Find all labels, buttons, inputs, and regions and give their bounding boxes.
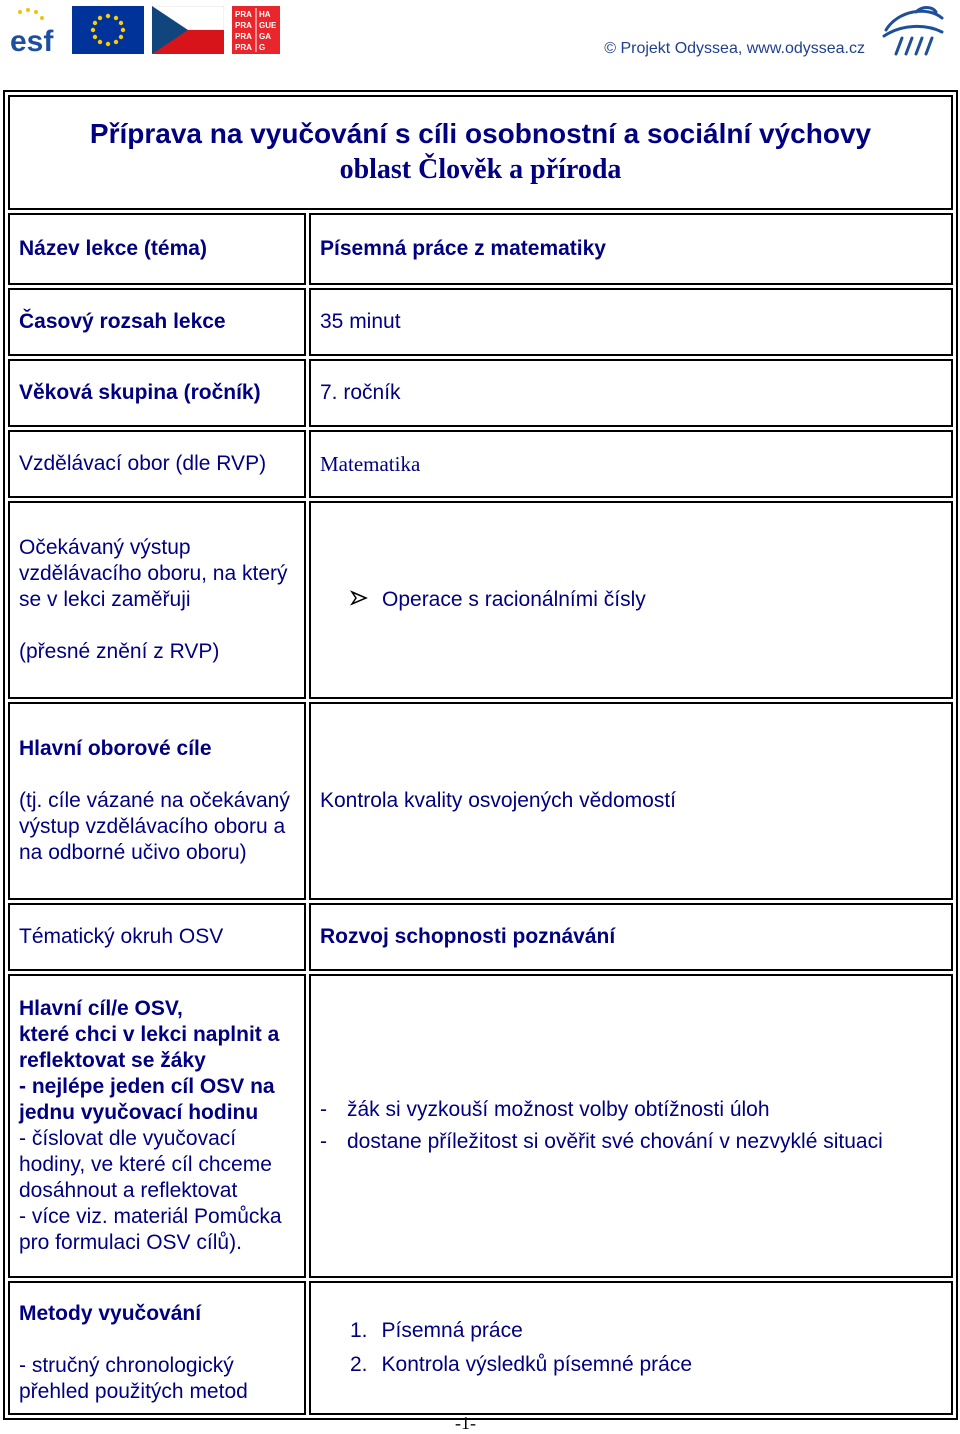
- svg-text:PRA: PRA: [235, 43, 252, 52]
- osv-label-c: - nejlépe jeden cíl OSV na jednu vyučovací hodinu: [19, 1075, 275, 1124]
- svg-text:GUE: GUE: [259, 21, 277, 30]
- vystup-value-cell: [309, 501, 953, 699]
- svg-text:PRA: PRA: [235, 32, 252, 41]
- metody-label-sub: - stručný chronologický přehled použitých metod: [19, 1354, 248, 1403]
- page-number: -1-: [455, 1413, 476, 1433]
- obor-label: Vzdělávací obor (dle RVP): [8, 430, 306, 498]
- vystup-label-sub: (přesné znění z RVP): [19, 640, 220, 663]
- title-cell: [8, 95, 953, 210]
- metody-label-cell: [8, 1281, 306, 1415]
- page-header: [0, 0, 960, 60]
- praha-logo: [232, 6, 280, 54]
- odyssea-logo: [876, 2, 950, 58]
- metody-item: 2. Kontrola výsledků písemné práce: [350, 1353, 693, 1376]
- vek-value: 7. ročník: [309, 359, 953, 427]
- vystup-label-cell: [8, 501, 306, 699]
- osv-label-cell: [8, 974, 306, 1278]
- metody-item-text: Kontrola výsledků písemné práce: [381, 1353, 693, 1376]
- osv-value-cell: [309, 974, 953, 1278]
- osv-label-d: - číslovat dle vyučovací hodiny, ve které cíl chceme dosáhnout a reflektovat: [19, 1127, 272, 1202]
- metody-item-text: Písemná práce: [381, 1319, 523, 1342]
- eu-flag-logo: [72, 6, 144, 54]
- document-title: Příprava na vyučování s cíli osobnostní a sociální výchovy: [89, 117, 872, 149]
- okruh-label: Tématický okruh OSV: [8, 903, 306, 971]
- cile-label-sub: (tj. cíle vázané na očekávaný výstup vzdělávacího oboru a na odborné učivo oboru): [19, 789, 290, 864]
- osv-label-b: které chci v lekci naplnit a reflektovat se žáky: [19, 1023, 280, 1072]
- osv-item: - dostane příležitost si ověřit své chování v nezvyklé situaci: [320, 1130, 883, 1153]
- osv-item: - žák si vyzkouší možnost volby obtížnosti úloh: [320, 1098, 770, 1121]
- copyright-text: © Projekt Odyssea, www.odyssea.cz: [604, 40, 865, 57]
- metody-value-cell: [309, 1281, 953, 1415]
- esf-logo-text: esf: [10, 25, 54, 54]
- metody-item: 1. Písemná práce: [350, 1319, 523, 1342]
- osv-label-e: - více viz. materiál Pomůcka pro formulaci OSV cílů).: [19, 1205, 282, 1254]
- vystup-bullet: [350, 587, 942, 613]
- lesson-plan-table: [3, 90, 958, 1420]
- document-subtitle: oblast Člověk a příroda: [339, 153, 622, 185]
- obor-value: [309, 430, 953, 498]
- cile-label: Hlavní oborové cíle: [19, 737, 212, 760]
- svg-text:PRA: PRA: [235, 10, 252, 19]
- svg-text:PRA: PRA: [235, 21, 252, 30]
- svg-text:GA: GA: [259, 32, 271, 41]
- osv-label-a: Hlavní cíl/e OSV,: [19, 997, 183, 1020]
- rozsah-value: 35 minut: [309, 288, 953, 356]
- lekce-label: Název lekce (téma): [8, 213, 306, 285]
- okruh-value: Rozvoj schopnosti poznávání: [309, 903, 953, 971]
- vek-label: Věková skupina (ročník): [8, 359, 306, 427]
- metody-label: Metody vyučování: [19, 1302, 202, 1325]
- svg-text:HA: HA: [259, 10, 271, 19]
- cile-label-cell: [8, 702, 306, 900]
- osv-item-text: žák si vyzkouší možnost volby obtížnosti úloh: [347, 1098, 770, 1121]
- arrow-bullet-icon: [350, 587, 368, 613]
- czech-flag-logo: [152, 6, 224, 54]
- vystup-bullet-text: Operace s racionálními čísly: [382, 588, 646, 611]
- esf-logo: [8, 6, 66, 54]
- svg-text:G: G: [259, 43, 266, 52]
- lekce-value: Písemná práce z matematiky: [309, 213, 953, 285]
- osv-item-text: dostane příležitost si ověřit své chování v nezvyklé situaci: [347, 1130, 883, 1153]
- cile-value: Kontrola kvality osvojených vědomostí: [309, 702, 953, 900]
- vystup-label: Očekávaný výstup vzdělávacího oboru, na který se v lekci zaměřuji: [19, 536, 288, 611]
- obor-value-text: Matematika: [320, 452, 421, 476]
- rozsah-label: Časový rozsah lekce: [8, 288, 306, 356]
